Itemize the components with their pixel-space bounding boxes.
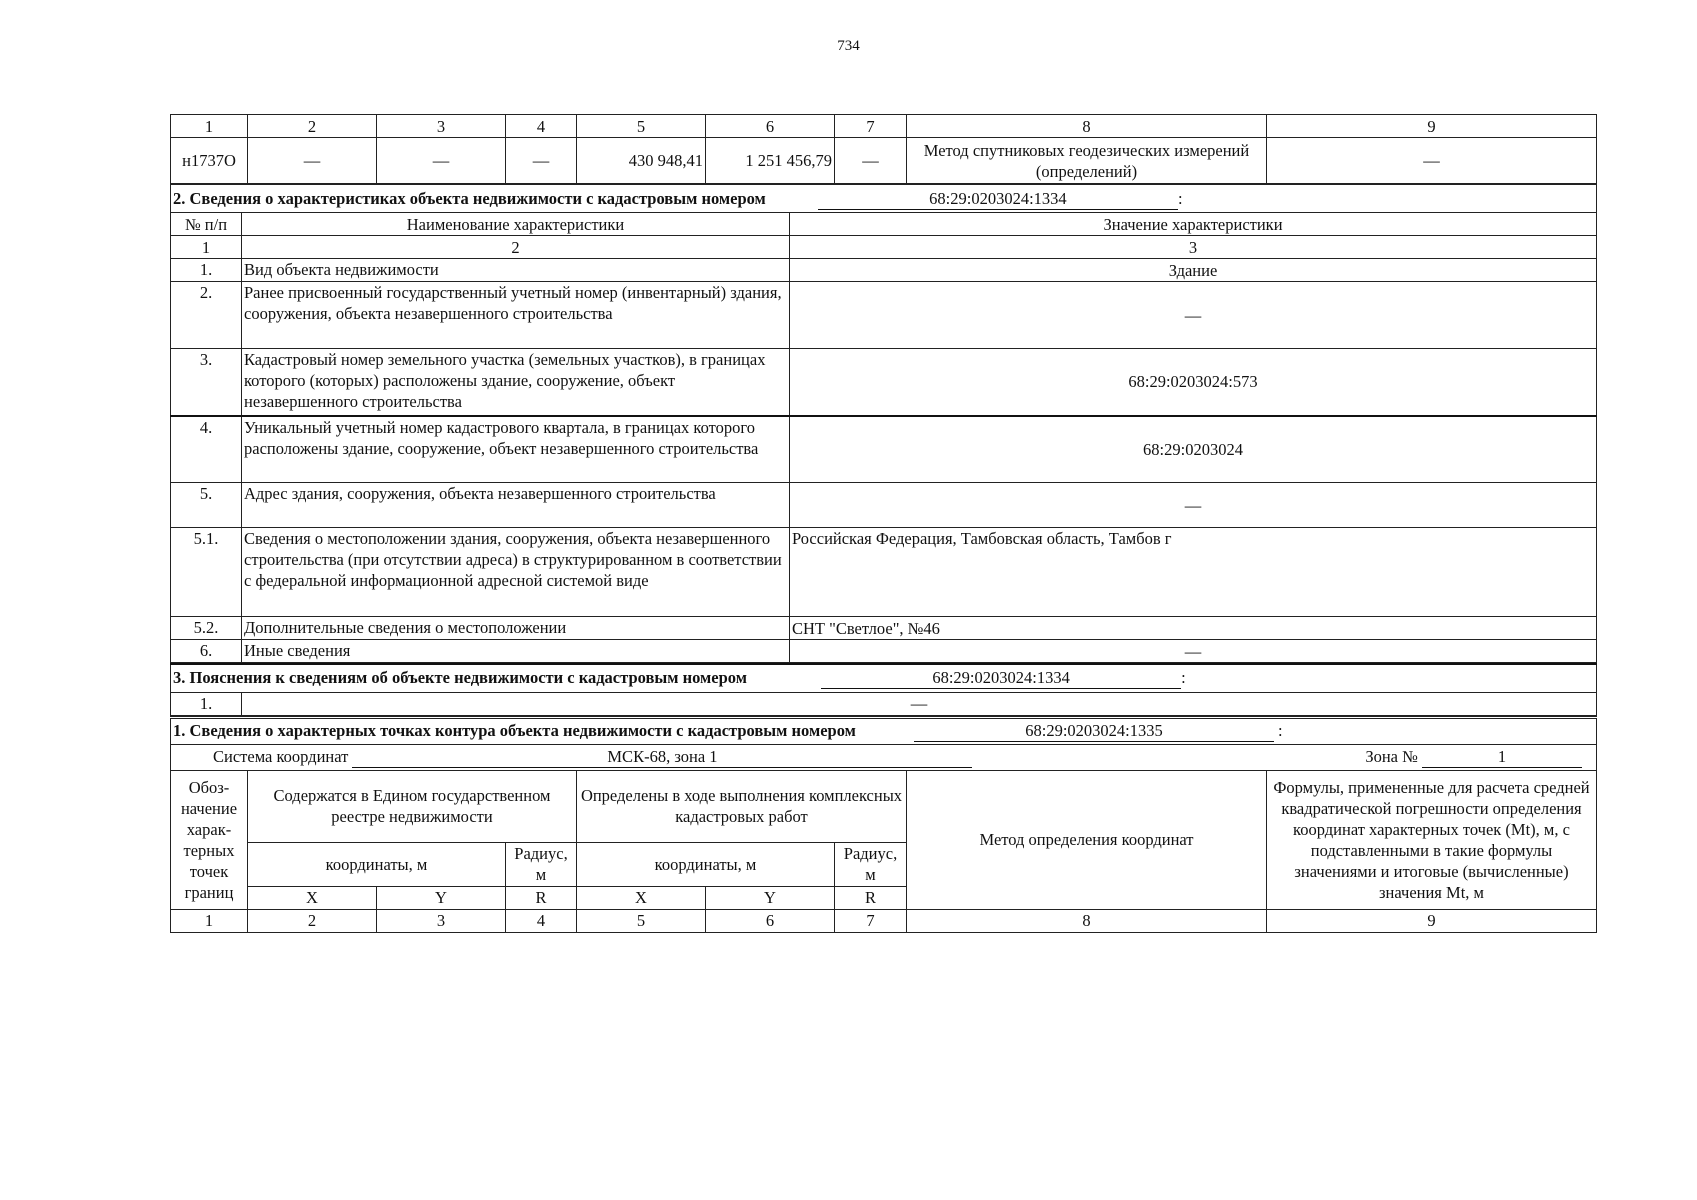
header-coords: координаты, м [248,842,506,886]
header-value: Значение характеристики [790,213,1597,236]
header-name: Наименование характеристики [242,213,790,236]
row-num: 5.1. [171,528,242,617]
row-name: Вид объекта недвижимости [242,259,790,282]
col-num: 6 [706,909,835,932]
method: Метод спутниковых геодезических измерений (определений) [907,138,1267,184]
col-num: 3 [790,236,1597,259]
col-num: 5 [577,115,706,138]
header-y: Y [706,886,835,909]
column-number-row [171,115,1597,138]
cadastral-number: 68:29:0203024:1335 [914,720,1274,742]
table-row [171,282,1597,349]
cell: — [506,138,577,184]
table-row [171,528,1597,617]
col-num: 9 [1267,115,1597,138]
col-num: 2 [248,115,377,138]
col-num: 7 [835,909,907,932]
table-row [171,259,1597,282]
row-name: Дополнительные сведения о местоположении [242,617,790,640]
col-num: 3 [377,909,506,932]
row-name: Уникальный учетный номер кадастрового квартала, в границах которого расположены здание, сооружение, объект незавершенного строительства [242,416,790,483]
col-num: 8 [907,115,1267,138]
section-title-row [171,185,1597,213]
points-table-continuation [170,114,1597,184]
table-row [171,483,1597,528]
characteristics-table [170,184,1597,663]
row-num: 3. [171,349,242,416]
row-value: — [242,692,1597,715]
col-num: 1 [171,115,248,138]
col-num: 3 [377,115,506,138]
colon: : [1177,188,1183,208]
section-title-row [171,664,1597,692]
header-r: R [835,886,907,909]
header-x: X [577,886,706,909]
header-egrn: Содержатся в Едином государственном реестре недвижимости [248,770,577,842]
cadastral-number: 68:29:0203024:1334 [818,188,1178,210]
row-name: Кадастровый номер земельного участка (земельных участков), в границах которого (которых) расположены здание, сооружение, объект незавершенного строительства [242,349,790,416]
header-y: Y [377,886,506,909]
col-num: 8 [907,909,1267,932]
row-value: Здание [790,259,1597,282]
explanations-table [170,663,1597,716]
row-num: 1. [171,692,242,715]
contour-points-table [170,716,1597,933]
header-r: R [506,886,577,909]
row-num: 5. [171,483,242,528]
header-coords: координаты, м [577,842,835,886]
document-body [170,114,1596,933]
row-name: Иные сведения [242,640,790,663]
row-num: 5.2. [171,617,242,640]
table-row [171,416,1597,483]
page-number: 734 [837,38,860,54]
row-name: Адрес здания, сооружения, объекта незавершенного строительства [242,483,790,528]
cell: — [377,138,506,184]
table-row [171,692,1597,715]
column-number-row [171,236,1597,259]
coord-system-value: МСК-68, зона 1 [352,746,972,768]
row-num: 4. [171,416,242,483]
col-num: 5 [577,909,706,932]
row-value: — [790,483,1597,528]
section-title: 2. Сведения о характеристиках объекта недвижимости с кадастровым номером [173,188,766,208]
table-row [171,640,1597,663]
table-row [171,617,1597,640]
col-num: 9 [1267,909,1597,932]
col-num: 4 [506,115,577,138]
header-formula: Формулы, примененные для расчета средней квадратической погрешности определения координат характерных точек (Mt), м, с подставленными в такие формулы значениями и итоговые (вычисленные) значения Mt, м [1267,770,1597,909]
row-value: — [790,640,1597,663]
cell: — [835,138,907,184]
row-value: СНТ "Светлое", №46 [790,617,1597,640]
row-num: 2. [171,282,242,349]
zone-value: 1 [1422,746,1582,768]
header-radius: Радиус, м [506,842,577,886]
header-x: X [248,886,377,909]
section-title-row [171,717,1597,744]
zone-label: Зона № [1365,747,1418,766]
coordinate-system-row [171,744,1597,770]
header-method: Метод определения координат [907,770,1267,909]
col-num: 7 [835,115,907,138]
table-row [171,349,1597,416]
point-designation: н1737О [171,138,248,184]
col-num: 4 [506,909,577,932]
row-num: 6. [171,640,242,663]
coord-system-label: Система координат [213,747,349,766]
section-title: 3. Пояснения к сведениям об объекте недвижимости с кадастровым номером [173,668,747,688]
header-radius: Радиус, м [835,842,907,886]
header-designation: Обоз-начение харак-терных точек границ [171,770,248,909]
table-row [171,138,1597,184]
x-coordinate: 430 948,41 [577,138,706,184]
cell: — [248,138,377,184]
row-value: 68:29:0203024 [790,416,1597,483]
section-title: 1. Сведения о характерных точках контура объекта недвижимости с кадастровым номером [173,721,856,740]
cell: — [1267,138,1597,184]
col-num: 2 [248,909,377,932]
colon: : [1181,668,1186,688]
header-row [171,770,1597,842]
y-coordinate: 1 251 456,79 [706,138,835,184]
row-name: Ранее присвоенный государственный учетный номер (инвентарный) здания, сооружения, объекта незавершенного строительства [242,282,790,349]
cadastral-number: 68:29:0203024:1334 [821,667,1181,689]
row-num: 1. [171,259,242,282]
column-number-row [171,909,1597,932]
header-row [171,213,1597,236]
col-num: 1 [171,236,242,259]
colon: : [1278,721,1283,740]
row-value: — [790,282,1597,349]
header-kkr: Определены в ходе выполнения комплексных кадастровых работ [577,770,907,842]
col-num: 1 [171,909,248,932]
header-num: № п/п [171,213,242,236]
col-num: 6 [706,115,835,138]
row-name: Сведения о местоположении здания, сооружения, объекта незавершенного строительства (при отсутствии адреса) в структурированном в соответствии с федеральной информационной адресной системой виде [242,528,790,617]
col-num: 2 [242,236,790,259]
row-value: 68:29:0203024:573 [790,349,1597,416]
row-value: Российская Федерация, Тамбовская область, Тамбов г [790,528,1597,617]
